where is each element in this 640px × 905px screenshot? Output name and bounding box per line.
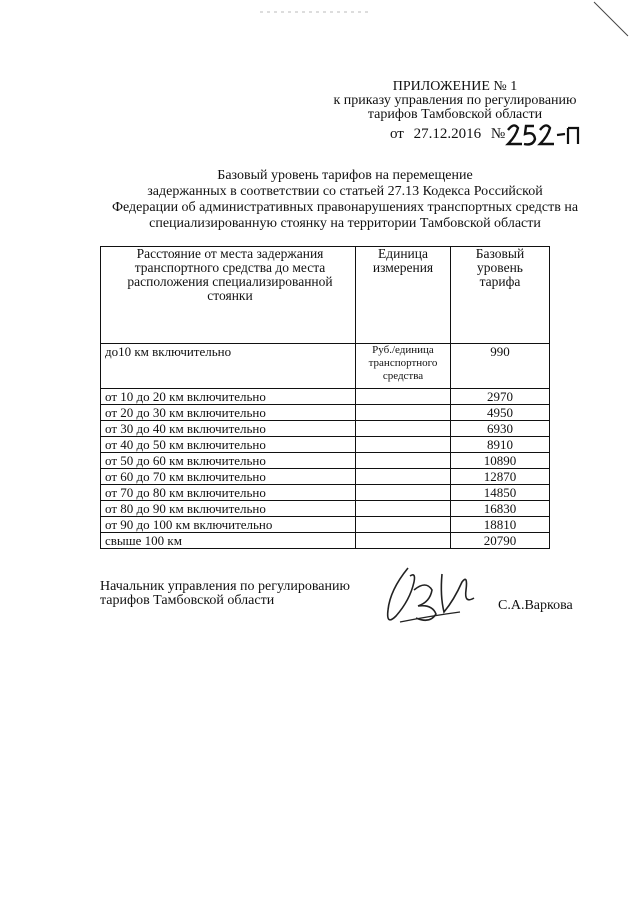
table-row (101, 533, 550, 549)
unit-cell (356, 453, 451, 469)
appendix-title: ПРИЛОЖЕНИЕ № 1 (392, 79, 518, 94)
order-line (390, 126, 505, 143)
table-header-row (101, 247, 550, 344)
tariff-cell: 12870 (451, 469, 550, 485)
distance-cell: до10 км включительно (101, 344, 356, 389)
tariff-cell: 16830 (451, 501, 550, 517)
tariff-cell: 18810 (451, 517, 550, 533)
table-row (101, 389, 550, 405)
table-row (101, 421, 550, 437)
distance-cell: от 40 до 50 км включительно (101, 437, 356, 453)
distance-cell: от 30 до 40 км включительно (101, 421, 356, 437)
appendix-line3: тарифов Тамбовской области (367, 107, 543, 122)
heading-line1: Базовый уровень тарифов на перемещение (217, 168, 473, 183)
scan-artifact (260, 8, 370, 16)
table-row (101, 437, 550, 453)
distance-cell: от 60 до 70 км включительно (101, 469, 356, 485)
unit-cell (356, 389, 451, 405)
table-row (101, 453, 550, 469)
table-row (101, 485, 550, 501)
scan-corner-line (592, 0, 632, 40)
table-row (101, 344, 550, 389)
order-prefix: от (390, 126, 404, 142)
tariff-cell: 2970 (451, 389, 550, 405)
table-row (101, 501, 550, 517)
unit-cell (356, 469, 451, 485)
table-row (101, 517, 550, 533)
heading-line2: задержанных в соответствии со статьей 27.13 Кодекса Российской (147, 184, 543, 199)
header-tariff: Базовый уровень тарифа (451, 247, 550, 344)
signatory-name: С.А.Варкова (498, 598, 573, 613)
tariff-cell: 4950 (451, 405, 550, 421)
distance-cell: от 70 до 80 км включительно (101, 485, 356, 501)
order-number-sign: № (490, 126, 506, 142)
unit-cell (356, 421, 451, 437)
tariff-cell: 20790 (451, 533, 550, 549)
table-row (101, 469, 550, 485)
unit-cell: Руб./единица транспортного средства (356, 344, 451, 389)
heading-line3: Федерации об административных правонарушениях транспортных средств на (111, 200, 579, 215)
tariff-cell: 14850 (451, 485, 550, 501)
appendix-header (300, 80, 610, 122)
table-row (101, 405, 550, 421)
heading-line4: специализированную стоянку на территории Тамбовской области (149, 216, 541, 231)
distance-cell: от 50 до 60 км включительно (101, 453, 356, 469)
unit-cell (356, 501, 451, 517)
tariff-cell: 8910 (451, 437, 550, 453)
distance-cell: от 90 до 100 км включительно (101, 517, 356, 533)
handwritten-signature (370, 560, 490, 635)
distance-cell: от 20 до 30 км включительно (101, 405, 356, 421)
unit-cell (356, 533, 451, 549)
tariff-cell: 10890 (451, 453, 550, 469)
tariff-cell: 990 (451, 344, 550, 389)
position-line2: тарифов Тамбовской области (100, 593, 275, 608)
document-heading (80, 168, 610, 232)
tariff-table (100, 246, 550, 549)
header-distance: Расстояние от места задержания транспортного средства до места расположения специализированной стоянки (101, 247, 356, 344)
position-line1: Начальник управления по регулированию (100, 579, 350, 594)
distance-cell: от 80 до 90 км включительно (101, 501, 356, 517)
unit-cell (356, 437, 451, 453)
distance-cell: от 10 до 20 км включительно (101, 389, 356, 405)
handwritten-order-number (504, 118, 584, 154)
appendix-line2: к приказу управления по регулированию (333, 93, 577, 108)
signatory-position (100, 580, 350, 608)
header-unit: Единица измерения (356, 247, 451, 344)
unit-cell (356, 405, 451, 421)
tariff-cell: 6930 (451, 421, 550, 437)
unit-cell (356, 517, 451, 533)
unit-cell (356, 485, 451, 501)
distance-cell: свыше 100 км (101, 533, 356, 549)
order-date: 27.12.2016 (413, 126, 482, 142)
